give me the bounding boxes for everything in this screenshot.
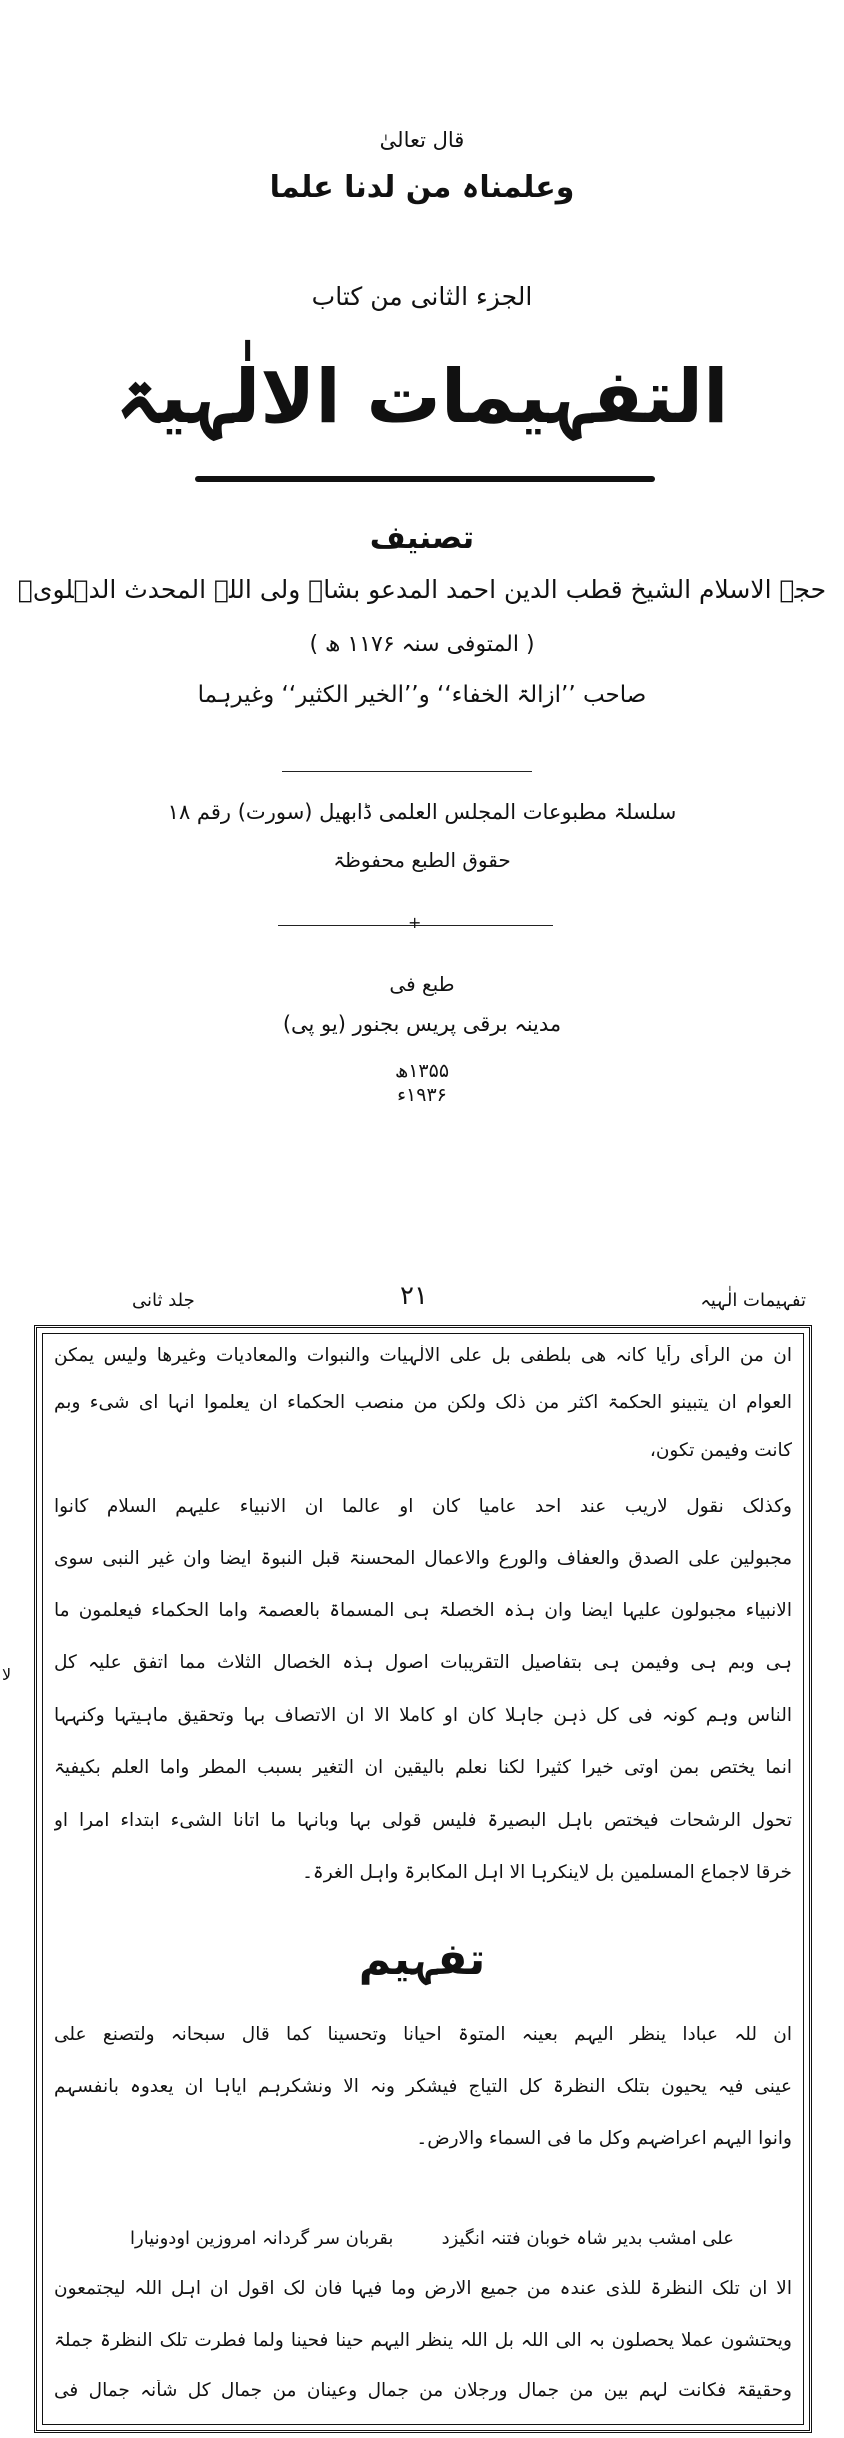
body-line: الناس وہم کونہ فی کل ذہن جاہلا کان او کاملا الا ان الاتصاف بہا وتحقیق ماہیتہا وکنہہا <box>54 1705 792 1726</box>
cross-ornament: + <box>408 913 422 932</box>
body-line: ان من الرأی رأیا کانہ ھی بلطفی بل علی الالٰہیات والنبوات والمعادیات وغیرھا ولیس یمکن <box>54 1345 792 1366</box>
running-header-volume: جلد ثانی <box>132 1290 195 1311</box>
printed-in-label: طبع فی <box>389 972 455 996</box>
body-line: کانت وفیمن تکون، <box>649 1440 792 1461</box>
book-title: التفہیمات الالٰہیۃ <box>115 354 729 440</box>
body-line: الانبیاء مجبولون علیہا ایضا وان ہذہ الخصلۃ ہی المسماۃ بالعصمۃ واما الحکماء فیعلمون ما <box>54 1600 792 1621</box>
section-heading: تفہیم <box>358 1934 486 1985</box>
body-line: ویحتشون عملا یحصلون بہ الی اللہ بل اللہ ینظر الیہم حینا فحینا ولما فطرت تلک النظرۃ جملۃ <box>54 2330 792 2351</box>
body-line: تحول الرشحات فیختص باہل البصیرۃ فلیس قولی بہا وبانہا ما اتانا الشیء ابتداء امرا او <box>54 1810 792 1831</box>
quote-verse: وعلمناہ من لدنا علما <box>269 170 575 205</box>
body-line: العوام ان یتبینو الحکمۃ اکثر من ذلک ولکن من منصب الحکماء ان یعلموا انہا ای شیء وبم <box>54 1392 792 1413</box>
rights-line: حقوق الطبع محفوظۃ <box>333 848 511 872</box>
part-line: الجزء الثانی من کتاب <box>311 282 533 311</box>
body-line: خرقا لاجماع المسلمین بل لاینکرہا الا اہل المکابرۃ واہل الغرۃ۔ <box>302 1862 792 1883</box>
body-line: الا ان تلک النظرۃ للذی عندہ من جمیع الارض وما فیہا فان لک اقول ان اہل اللہ لیجتمعون <box>54 2278 792 2299</box>
divider-rule <box>282 771 532 772</box>
year-ad: ۱۹۳۶ء <box>397 1084 447 1106</box>
year-hijri: ۱۳۵۵ھ <box>394 1060 450 1082</box>
verse-left-hemistich: بقربان سر گردانہ امروزین اودونیارا <box>130 2228 394 2249</box>
margin-mark: لا <box>2 1665 12 1684</box>
body-line: ان للہ عبادا ینظر الیہم بعینہ المتوۃ احیانا وتحسینا کما قال سبحانہ ولتصنع علی <box>54 2024 792 2045</box>
series-line: سلسلۃ مطبوعات المجلس العلمی ڈابھیل (سورت) رقم ۱۸ <box>167 800 677 824</box>
page-number: ۲۱ <box>400 1281 428 1311</box>
death-date: ( المتوفی سنہ ۱۱۷۶ ھ ) <box>309 632 535 657</box>
tasnif-label: تصنیف <box>369 520 475 556</box>
body-line: مجبولین علی الصدق والعفاف والورع والاعمال المحسنۃ قبل النبوۃ ایضا وان غیر النبی سوی <box>54 1548 792 1569</box>
body-line: ہی وبم ہی وفیمن ہی بتفاصیل التقریبات اصول ہذہ الخصال الثلاث مما اتفق علیہ کل <box>54 1652 792 1673</box>
body-line: عینی فیہ یحیون بتلک النظرۃ کل التیاج فیشکر ونہ الا ونشکرہم ایاہا ان یعدوہ بانفسہم <box>54 2076 792 2097</box>
author-line: حجۃ الاسلام الشیخ قطب الدین احمد المدعو بشاہ ولی اللہ المحدث الدہلویؒ <box>17 575 827 604</box>
press-name: مدینہ برقی پریس بجنور (یو پی) <box>282 1012 562 1036</box>
quote-intro: قال تعالیٰ <box>379 128 465 152</box>
running-header-title: تفہیمات الٰہیہ <box>700 1290 806 1311</box>
body-line: انما یختص بمن اوتی خیرا کثیرا لکنا نعلم بالیقین ان التغیر بسبب المطر واما العلم بکیفیۃ <box>54 1757 792 1778</box>
author-works: صاحب ’’ازالۃ الخفاء‘‘ و’’الخیر الکثیر‘‘ وغیرہما <box>197 682 647 708</box>
body-line: وحقیقۃ فکانت لہم بین من جمال ورجلان من جمال وعینان من جمال کل شأنہ جمال فی <box>54 2380 792 2401</box>
body-line: وانوا الیہم اعراضہم وکل ما فی السماء والارض۔ <box>416 2128 792 2149</box>
title-underline <box>195 476 655 482</box>
verse-right-hemistich: علی امشب بدیر شاہ خوبان فتنہ انگیزد <box>441 2228 734 2249</box>
body-line: وکذلک نقول لاریب عند احد عامیا کان او عالما ان الانبیاء علیہم السلام کانوا <box>54 1496 792 1517</box>
